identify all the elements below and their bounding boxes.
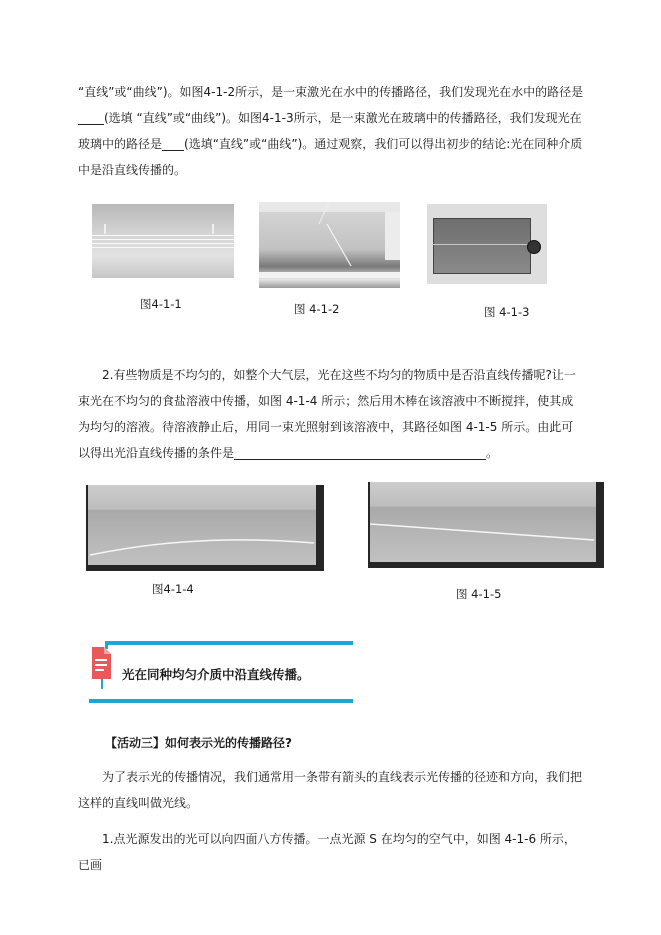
tick-mark (104, 224, 106, 234)
laser-beam (433, 244, 531, 245)
laser-beam (327, 224, 351, 266)
laser-line (92, 243, 234, 244)
figure-4-1-4-photo (86, 485, 324, 571)
answer-blank-condition[interactable] (234, 445, 486, 460)
callout-bottom-bar (89, 699, 353, 703)
intro-paragraph (78, 79, 584, 183)
figure-4-1-1-photo (92, 204, 234, 278)
point-1-paragraph (78, 826, 584, 878)
figure-4-1-5-photo (368, 482, 604, 568)
answer-blank-water[interactable] (78, 110, 104, 125)
intro-text-3: (选填“直线”或“曲线”)。通过观察，我们可以得出初步的结论:光在同种介质中是沿直线传播的。 (78, 137, 583, 177)
intro-text-2: (选填 “直线”或“曲线”)。如图4-1-3所示，是一束激光在玻璃中的传播路径，我们发现光在玻璃中的路径是 (78, 111, 582, 151)
figure-4-1-2-photo (259, 202, 400, 288)
caption-fig5: 图 4-1-5 (456, 587, 502, 601)
activity-3-heading: 【活动三】如何表示光的传播路径? (105, 736, 292, 750)
glass-block (433, 218, 531, 274)
laser-line (92, 247, 234, 248)
tick-mark (212, 224, 214, 234)
paragraph-2-text: 2.有些物质是不均匀的，如整个大气层，光在这些不均匀的物质中是否沿直线传播呢?让一束光在不均匀的食盐溶液中传播，如图 4-1-4 所示；然后用木棒在该溶液中不断搅拌，使其成为均匀的溶液。待溶液静止后，用同一束光照射到该溶液中，其路径如图 4-1-5 所示。由此可以得出光沿直线传播的条件是 (78, 368, 576, 460)
straight-light-path (368, 482, 604, 568)
activity-3-text: 为了表示光的传播情况，我们通常用一条带有箭头的直线表示光传播的径迹和方向，我们把这样的直线叫做光线。 (78, 770, 583, 810)
intro-text-1: “直线”或“曲线”)。如图4-1-2所示，是一束激光在水中的传播路径，我们发现光在水中的路径是 (78, 85, 584, 99)
callout-top-bar (105, 641, 353, 645)
curved-light-path (86, 485, 324, 571)
activity-3-paragraph (78, 764, 584, 816)
caption-fig1: 图4-1-1 (140, 297, 182, 311)
document-icon (89, 645, 115, 689)
answer-blank-glass[interactable] (162, 136, 184, 151)
laser-line (92, 235, 234, 236)
paragraph-2 (78, 362, 584, 466)
summary-text: 光在同种均匀介质中沿直线传播。 (122, 667, 310, 682)
water-tank-illustration (259, 202, 400, 288)
summary-callout (89, 641, 351, 703)
caption-fig4: 图4-1-4 (152, 582, 194, 596)
paragraph-2-end: 。 (486, 446, 499, 460)
figure-4-1-3-photo (427, 204, 547, 284)
caption-fig3: 图 4-1-3 (484, 305, 530, 319)
laser-line (92, 239, 234, 240)
caption-fig2: 图 4-1-2 (294, 302, 340, 316)
laser-source (527, 240, 541, 254)
point-1-text: 1.点光源发出的光可以向四面八方传播。一点光源 S 在均匀的空气中，如图 4-1-6 所示，已画 (78, 832, 576, 872)
